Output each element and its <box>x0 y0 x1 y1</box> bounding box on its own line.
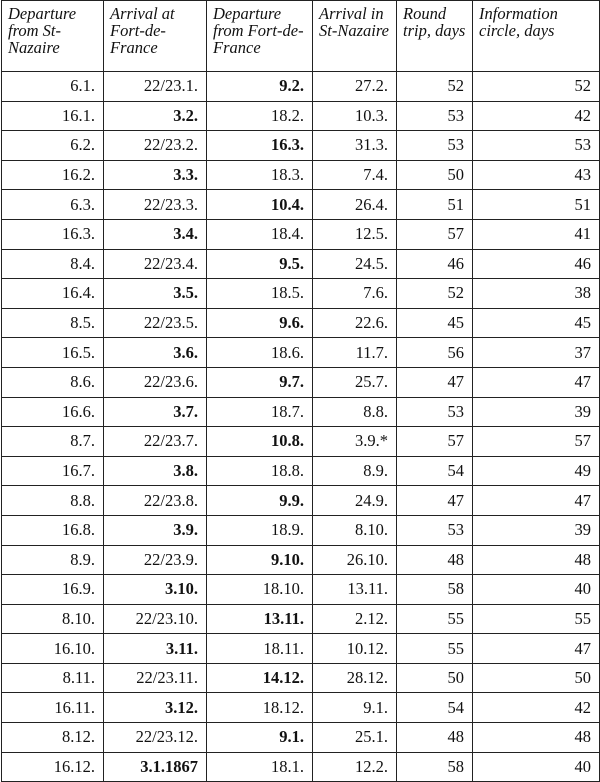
cell-information-circle-days: 39 <box>473 397 600 427</box>
cell-departure-st-nazaire: 16.10. <box>2 634 104 664</box>
cell-arrival-st-nazaire: 27.2. <box>313 72 397 102</box>
cell-departure-st-nazaire: 16.5. <box>2 338 104 368</box>
cell-departure-fort-de-france: 18.3. <box>207 160 313 190</box>
cell-departure-st-nazaire: 16.8. <box>2 515 104 545</box>
cell-arrival-st-nazaire: 25.1. <box>313 723 397 753</box>
cell-round-trip-days: 48 <box>397 723 473 753</box>
cell-departure-fort-de-france: 10.4. <box>207 190 313 220</box>
table-row <box>2 219 600 249</box>
cell-arrival-fort-de-france: 22/23.11. <box>104 663 207 693</box>
cell-arrival-st-nazaire: 3.9.* <box>313 427 397 457</box>
cell-information-circle-days: 37 <box>473 338 600 368</box>
cell-arrival-fort-de-france: 22/23.4. <box>104 249 207 279</box>
cell-arrival-fort-de-france: 3.3. <box>104 160 207 190</box>
cell-departure-st-nazaire: 16.2. <box>2 160 104 190</box>
table-row <box>2 367 600 397</box>
cell-arrival-fort-de-france: 22/23.10. <box>104 604 207 634</box>
table-row <box>2 723 600 753</box>
cell-departure-fort-de-france: 18.4. <box>207 219 313 249</box>
cell-arrival-fort-de-france: 22/23.12. <box>104 723 207 753</box>
cell-departure-st-nazaire: 8.9. <box>2 545 104 575</box>
table-row <box>2 575 600 605</box>
cell-departure-fort-de-france: 18.11. <box>207 634 313 664</box>
cell-arrival-st-nazaire: 24.9. <box>313 486 397 516</box>
table-row <box>2 338 600 368</box>
cell-departure-fort-de-france: 10.8. <box>207 427 313 457</box>
cell-round-trip-days: 54 <box>397 456 473 486</box>
cell-arrival-st-nazaire: 25.7. <box>313 367 397 397</box>
cell-information-circle-days: 49 <box>473 456 600 486</box>
cell-departure-fort-de-france: 18.8. <box>207 456 313 486</box>
cell-arrival-st-nazaire: 28.12. <box>313 663 397 693</box>
cell-round-trip-days: 55 <box>397 604 473 634</box>
cell-information-circle-days: 47 <box>473 367 600 397</box>
header-round-trip-days: Round trip, days <box>397 1 473 72</box>
cell-departure-st-nazaire: 8.7. <box>2 427 104 457</box>
cell-information-circle-days: 50 <box>473 663 600 693</box>
cell-round-trip-days: 54 <box>397 693 473 723</box>
cell-arrival-st-nazaire: 8.8. <box>313 397 397 427</box>
cell-departure-fort-de-france: 18.7. <box>207 397 313 427</box>
cell-information-circle-days: 51 <box>473 190 600 220</box>
table-row <box>2 693 600 723</box>
cell-round-trip-days: 51 <box>397 190 473 220</box>
cell-departure-fort-de-france: 18.9. <box>207 515 313 545</box>
cell-departure-st-nazaire: 8.11. <box>2 663 104 693</box>
cell-arrival-st-nazaire: 22.6. <box>313 308 397 338</box>
cell-round-trip-days: 53 <box>397 101 473 131</box>
cell-arrival-st-nazaire: 31.3. <box>313 131 397 161</box>
cell-round-trip-days: 47 <box>397 367 473 397</box>
cell-arrival-fort-de-france: 22/23.2. <box>104 131 207 161</box>
cell-round-trip-days: 46 <box>397 249 473 279</box>
cell-arrival-st-nazaire: 12.2. <box>313 752 397 782</box>
cell-round-trip-days: 47 <box>397 486 473 516</box>
table-header <box>2 1 600 72</box>
cell-departure-st-nazaire: 8.4. <box>2 249 104 279</box>
cell-round-trip-days: 53 <box>397 131 473 161</box>
cell-departure-st-nazaire: 16.9. <box>2 575 104 605</box>
cell-arrival-st-nazaire: 12.5. <box>313 219 397 249</box>
cell-information-circle-days: 47 <box>473 486 600 516</box>
cell-departure-st-nazaire: 16.12. <box>2 752 104 782</box>
cell-round-trip-days: 50 <box>397 160 473 190</box>
cell-arrival-fort-de-france: 3.9. <box>104 515 207 545</box>
cell-round-trip-days: 57 <box>397 427 473 457</box>
cell-departure-fort-de-france: 9.7. <box>207 367 313 397</box>
cell-arrival-st-nazaire: 8.10. <box>313 515 397 545</box>
cell-round-trip-days: 48 <box>397 545 473 575</box>
cell-departure-st-nazaire: 16.11. <box>2 693 104 723</box>
cell-round-trip-days: 55 <box>397 634 473 664</box>
header-arrival-fort-de-france: Arrival at Fort-de-France <box>104 1 207 72</box>
cell-arrival-fort-de-france: 3.1.1867 <box>104 752 207 782</box>
table-row <box>2 308 600 338</box>
schedule-table <box>1 0 600 782</box>
cell-information-circle-days: 42 <box>473 101 600 131</box>
table-row <box>2 279 600 309</box>
cell-departure-fort-de-france: 18.12. <box>207 693 313 723</box>
cell-departure-fort-de-france: 18.10. <box>207 575 313 605</box>
cell-round-trip-days: 52 <box>397 72 473 102</box>
cell-arrival-st-nazaire: 9.1. <box>313 693 397 723</box>
cell-departure-st-nazaire: 8.8. <box>2 486 104 516</box>
cell-round-trip-days: 53 <box>397 515 473 545</box>
cell-round-trip-days: 50 <box>397 663 473 693</box>
table-row <box>2 101 600 131</box>
cell-round-trip-days: 58 <box>397 575 473 605</box>
cell-departure-st-nazaire: 16.4. <box>2 279 104 309</box>
cell-arrival-fort-de-france: 3.7. <box>104 397 207 427</box>
cell-arrival-fort-de-france: 22/23.9. <box>104 545 207 575</box>
table-row <box>2 486 600 516</box>
cell-information-circle-days: 53 <box>473 131 600 161</box>
cell-departure-fort-de-france: 16.3. <box>207 131 313 161</box>
cell-departure-fort-de-france: 9.10. <box>207 545 313 575</box>
cell-arrival-fort-de-france: 3.11. <box>104 634 207 664</box>
cell-arrival-fort-de-france: 3.5. <box>104 279 207 309</box>
cell-departure-st-nazaire: 8.10. <box>2 604 104 634</box>
cell-arrival-fort-de-france: 22/23.6. <box>104 367 207 397</box>
header-departure-fort-de-france: Departure from Fort-de-France <box>207 1 313 72</box>
cell-departure-fort-de-france: 18.2. <box>207 101 313 131</box>
cell-information-circle-days: 48 <box>473 723 600 753</box>
cell-information-circle-days: 52 <box>473 72 600 102</box>
cell-information-circle-days: 41 <box>473 219 600 249</box>
header-information-circle-days: Information circle, days <box>473 1 600 72</box>
cell-information-circle-days: 47 <box>473 634 600 664</box>
table-row <box>2 427 600 457</box>
table-row <box>2 397 600 427</box>
cell-information-circle-days: 42 <box>473 693 600 723</box>
cell-arrival-fort-de-france: 22/23.5. <box>104 308 207 338</box>
cell-departure-st-nazaire: 6.3. <box>2 190 104 220</box>
cell-arrival-fort-de-france: 3.4. <box>104 219 207 249</box>
cell-arrival-st-nazaire: 26.4. <box>313 190 397 220</box>
cell-information-circle-days: 48 <box>473 545 600 575</box>
cell-departure-st-nazaire: 8.5. <box>2 308 104 338</box>
cell-departure-fort-de-france: 9.5. <box>207 249 313 279</box>
cell-departure-fort-de-france: 9.1. <box>207 723 313 753</box>
cell-round-trip-days: 53 <box>397 397 473 427</box>
cell-departure-fort-de-france: 18.1. <box>207 752 313 782</box>
cell-arrival-fort-de-france: 3.8. <box>104 456 207 486</box>
cell-round-trip-days: 45 <box>397 308 473 338</box>
cell-round-trip-days: 52 <box>397 279 473 309</box>
table-row <box>2 72 600 102</box>
cell-departure-fort-de-france: 14.12. <box>207 663 313 693</box>
table-row <box>2 131 600 161</box>
cell-departure-st-nazaire: 6.2. <box>2 131 104 161</box>
cell-arrival-fort-de-france: 22/23.3. <box>104 190 207 220</box>
cell-departure-st-nazaire: 16.6. <box>2 397 104 427</box>
cell-information-circle-days: 43 <box>473 160 600 190</box>
table-body <box>2 72 600 782</box>
cell-arrival-st-nazaire: 8.9. <box>313 456 397 486</box>
cell-departure-st-nazaire: 16.1. <box>2 101 104 131</box>
cell-round-trip-days: 57 <box>397 219 473 249</box>
cell-arrival-st-nazaire: 10.3. <box>313 101 397 131</box>
cell-arrival-st-nazaire: 2.12. <box>313 604 397 634</box>
cell-information-circle-days: 57 <box>473 427 600 457</box>
cell-arrival-fort-de-france: 22/23.1. <box>104 72 207 102</box>
cell-departure-st-nazaire: 16.7. <box>2 456 104 486</box>
table-row <box>2 663 600 693</box>
cell-departure-st-nazaire: 8.6. <box>2 367 104 397</box>
cell-arrival-fort-de-france: 22/23.7. <box>104 427 207 457</box>
table-row <box>2 249 600 279</box>
cell-information-circle-days: 40 <box>473 575 600 605</box>
cell-arrival-fort-de-france: 3.10. <box>104 575 207 605</box>
cell-departure-st-nazaire: 6.1. <box>2 72 104 102</box>
cell-information-circle-days: 39 <box>473 515 600 545</box>
cell-arrival-st-nazaire: 10.12. <box>313 634 397 664</box>
table-row <box>2 456 600 486</box>
cell-departure-fort-de-france: 9.9. <box>207 486 313 516</box>
cell-arrival-st-nazaire: 7.4. <box>313 160 397 190</box>
cell-arrival-st-nazaire: 24.5. <box>313 249 397 279</box>
cell-arrival-fort-de-france: 3.2. <box>104 101 207 131</box>
cell-arrival-fort-de-france: 3.6. <box>104 338 207 368</box>
cell-information-circle-days: 40 <box>473 752 600 782</box>
cell-information-circle-days: 45 <box>473 308 600 338</box>
cell-information-circle-days: 55 <box>473 604 600 634</box>
cell-departure-fort-de-france: 18.5. <box>207 279 313 309</box>
cell-arrival-st-nazaire: 26.10. <box>313 545 397 575</box>
cell-departure-st-nazaire: 8.12. <box>2 723 104 753</box>
table-row <box>2 160 600 190</box>
cell-arrival-st-nazaire: 11.7. <box>313 338 397 368</box>
cell-departure-fort-de-france: 13.11. <box>207 604 313 634</box>
table-row <box>2 634 600 664</box>
table-row <box>2 545 600 575</box>
cell-departure-fort-de-france: 9.2. <box>207 72 313 102</box>
cell-information-circle-days: 46 <box>473 249 600 279</box>
cell-departure-st-nazaire: 16.3. <box>2 219 104 249</box>
cell-arrival-st-nazaire: 13.11. <box>313 575 397 605</box>
table-row <box>2 190 600 220</box>
cell-information-circle-days: 38 <box>473 279 600 309</box>
cell-departure-fort-de-france: 9.6. <box>207 308 313 338</box>
header-departure-st-nazaire: Departure from St-Nazaire <box>2 1 104 72</box>
header-row <box>2 1 600 72</box>
table-row <box>2 752 600 782</box>
cell-arrival-st-nazaire: 7.6. <box>313 279 397 309</box>
cell-arrival-fort-de-france: 22/23.8. <box>104 486 207 516</box>
cell-round-trip-days: 56 <box>397 338 473 368</box>
table-row <box>2 515 600 545</box>
cell-arrival-fort-de-france: 3.12. <box>104 693 207 723</box>
cell-departure-fort-de-france: 18.6. <box>207 338 313 368</box>
table-row <box>2 604 600 634</box>
header-arrival-st-nazaire: Arrival in St-Nazaire <box>313 1 397 72</box>
cell-round-trip-days: 58 <box>397 752 473 782</box>
